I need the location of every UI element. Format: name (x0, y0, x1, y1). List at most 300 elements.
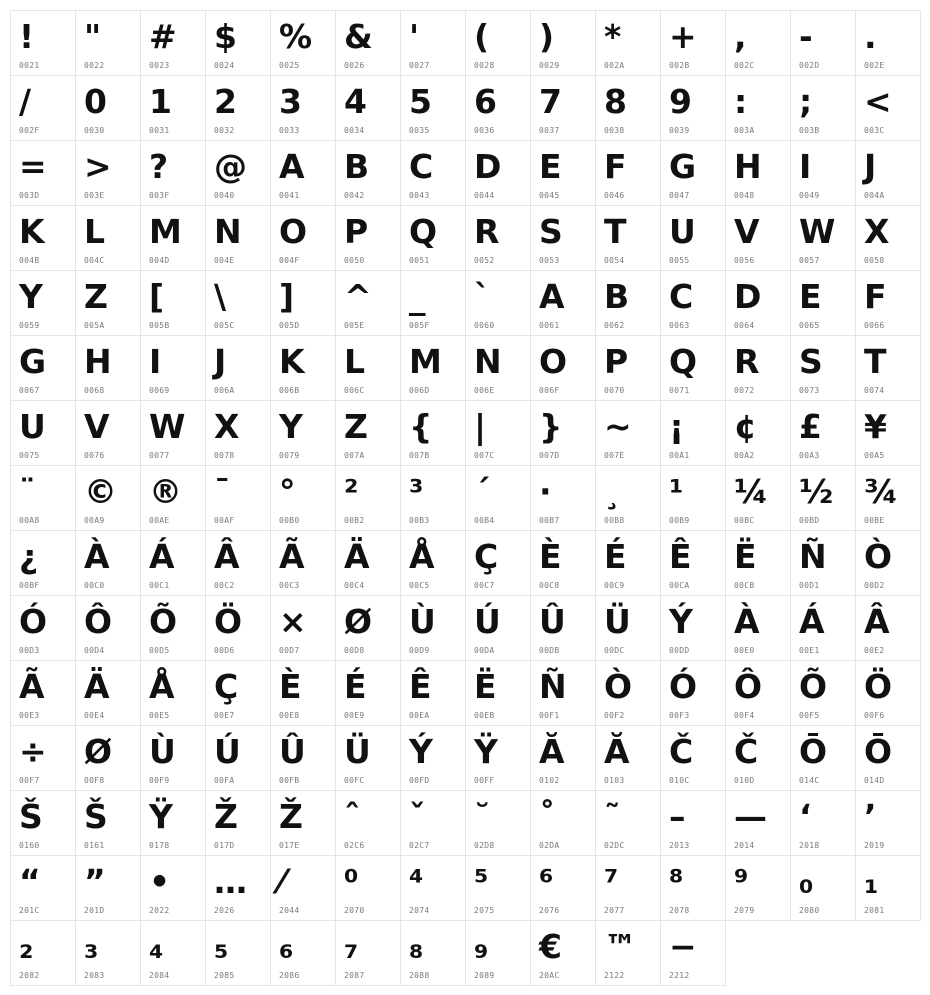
glyph-codepoint-label: 2083 (84, 971, 105, 980)
glyph-character: G (19, 342, 47, 381)
glyph-cell (10, 855, 76, 921)
glyph-cell (335, 400, 401, 466)
glyph-codepoint-label: 00D8 (344, 646, 365, 655)
glyph-codepoint-label: 004D (149, 256, 170, 265)
glyph-character: Č (734, 732, 759, 771)
glyph-codepoint-label: 003F (149, 191, 170, 200)
glyph-codepoint-label: 0063 (669, 321, 690, 330)
glyph-cell (140, 530, 206, 596)
glyph-cell (270, 530, 336, 596)
glyph-cell (270, 400, 336, 466)
glyph-character: H (734, 147, 762, 186)
glyph-cell (660, 855, 726, 921)
glyph-character: A (539, 277, 565, 316)
glyph-cell (530, 10, 596, 76)
glyph-character: ) (539, 17, 555, 56)
glyph-cell (400, 400, 466, 466)
glyph-character: 0 (84, 82, 107, 121)
glyph-character: · (539, 472, 552, 511)
glyph-character: Å (409, 537, 435, 576)
glyph-codepoint-label: 0023 (149, 61, 170, 70)
glyph-codepoint-label: 2022 (149, 906, 170, 915)
glyph-cell (595, 465, 661, 531)
glyph-cell (400, 725, 466, 791)
glyph-codepoint-label: 00B3 (409, 516, 430, 525)
glyph-cell (465, 855, 531, 921)
glyph-codepoint-label: 0160 (19, 841, 40, 850)
glyph-character: — (734, 797, 767, 836)
glyph-cell (660, 400, 726, 466)
glyph-codepoint-label: 0029 (539, 61, 560, 70)
glyph-character: Á (799, 602, 825, 641)
glyph-cell (725, 530, 791, 596)
glyph-codepoint-label: 0065 (799, 321, 820, 330)
glyph-codepoint-label: 0028 (474, 61, 495, 70)
glyph-character: “ (19, 862, 41, 901)
glyph-cell (75, 270, 141, 336)
glyph-codepoint-label: 0051 (409, 256, 430, 265)
glyph-character: Ç (474, 537, 499, 576)
glyph-codepoint-label: 0036 (474, 126, 495, 135)
glyph-character: ? (149, 147, 169, 186)
glyph-codepoint-label: 002B (669, 61, 690, 70)
glyph-character: A (279, 147, 305, 186)
glyph-cell (270, 75, 336, 141)
glyph-cell (855, 660, 921, 726)
glyph-cell (400, 595, 466, 661)
glyph-cell (400, 10, 466, 76)
glyph-character: Â (214, 537, 240, 576)
glyph-character: 6 (474, 82, 497, 121)
glyph-cell (400, 920, 466, 986)
glyph-character: Ñ (539, 667, 567, 706)
glyph-codepoint-label: 00A1 (669, 451, 690, 460)
glyph-character: / (19, 82, 32, 121)
glyph-cell (75, 205, 141, 271)
glyph-cell (790, 465, 856, 531)
glyph-cell (140, 75, 206, 141)
glyph-codepoint-label: 00E8 (279, 711, 300, 720)
glyph-cell (790, 270, 856, 336)
glyph-cell (205, 725, 271, 791)
glyph-character: P (344, 212, 369, 251)
glyph-codepoint-label: 003C (864, 126, 885, 135)
glyph-codepoint-label: 006C (344, 386, 365, 395)
glyph-codepoint-label: 0043 (409, 191, 430, 200)
glyph-codepoint-label: 0071 (669, 386, 690, 395)
glyph-character: J (214, 342, 227, 381)
glyph-character: 2 (214, 82, 237, 121)
glyph-codepoint-label: 201D (84, 906, 105, 915)
glyph-cell (855, 465, 921, 531)
glyph-character: Ý (409, 732, 433, 771)
glyph-codepoint-label: 0026 (344, 61, 365, 70)
glyph-character: $ (214, 17, 237, 56)
glyph-character: ₈ (409, 927, 424, 966)
glyph-codepoint-label: 2212 (669, 971, 690, 980)
glyph-character: ³ (409, 472, 424, 511)
glyph-cell (660, 205, 726, 271)
glyph-cell (660, 595, 726, 661)
glyph-codepoint-label: 0027 (409, 61, 430, 70)
glyph-character: K (19, 212, 45, 251)
glyph-codepoint-label: 2075 (474, 906, 495, 915)
glyph-character: Z (84, 277, 108, 316)
glyph-codepoint-label: 0045 (539, 191, 560, 200)
glyph-character: Ø (344, 602, 373, 641)
glyph-cell (335, 725, 401, 791)
glyph-codepoint-label: 0037 (539, 126, 560, 135)
glyph-character: Y (19, 277, 43, 316)
glyph-cell (205, 855, 271, 921)
glyph-codepoint-label: 00F2 (604, 711, 625, 720)
glyph-codepoint-label: 0066 (864, 321, 885, 330)
glyph-character: " (84, 17, 102, 56)
glyph-character: D (734, 277, 762, 316)
glyph-codepoint-label: 0075 (19, 451, 40, 460)
glyph-codepoint-label: 006E (474, 386, 495, 395)
glyph-codepoint-label: 010D (734, 776, 755, 785)
glyph-character: : (734, 82, 748, 121)
glyph-cell (335, 790, 401, 856)
glyph-character: Ý (669, 602, 693, 641)
glyph-character: S (539, 212, 563, 251)
glyph-cell (140, 595, 206, 661)
glyph-character: ” (84, 862, 106, 901)
glyph-cell (725, 465, 791, 531)
glyph-character: Ô (84, 602, 113, 641)
glyph-codepoint-label: 00F7 (19, 776, 40, 785)
glyph-character: B (344, 147, 370, 186)
glyph-character: ₅ (214, 927, 229, 966)
glyph-codepoint-label: 00C0 (84, 581, 105, 590)
glyph-character: Y (279, 407, 303, 446)
glyph-cell (725, 790, 791, 856)
glyph-character: ₉ (474, 927, 489, 966)
glyph-codepoint-label: 017E (279, 841, 300, 850)
glyph-codepoint-label: 2076 (539, 906, 560, 915)
glyph-codepoint-label: 00E1 (799, 646, 820, 655)
glyph-character: Q (669, 342, 698, 381)
glyph-character: Č (669, 732, 694, 771)
glyph-character: I (799, 147, 812, 186)
glyph-cell (205, 530, 271, 596)
glyph-codepoint-label: 0050 (344, 256, 365, 265)
glyph-cell (790, 10, 856, 76)
glyph-character: • (149, 862, 171, 901)
glyph-codepoint-label: 0046 (604, 191, 625, 200)
glyph-codepoint-label: 002D (799, 61, 820, 70)
glyph-character: Ü (604, 602, 631, 641)
glyph-cell (270, 660, 336, 726)
glyph-character: ⁰ (344, 862, 359, 901)
glyph-character: Ö (864, 667, 893, 706)
glyph-character: À (734, 602, 760, 641)
glyph-cell (465, 75, 531, 141)
glyph-cell (400, 270, 466, 336)
glyph-codepoint-label: 00E0 (734, 646, 755, 655)
glyph-cell (725, 660, 791, 726)
glyph-codepoint-label: 004E (214, 256, 235, 265)
glyph-character: ₂ (19, 927, 34, 966)
glyph-cell (10, 270, 76, 336)
glyph-character: @ (214, 147, 247, 186)
glyph-codepoint-label: 00E4 (84, 711, 105, 720)
glyph-codepoint-label: 00D7 (279, 646, 300, 655)
glyph-character: Ž (279, 797, 303, 836)
glyph-cell (790, 205, 856, 271)
glyph-character: € (539, 927, 562, 966)
glyph-character: Ž (214, 797, 238, 836)
glyph-character: ˇ (409, 797, 426, 836)
glyph-codepoint-label: 00C5 (409, 581, 430, 590)
glyph-codepoint-label: 00B9 (669, 516, 690, 525)
glyph-character: ⁹ (734, 862, 749, 901)
glyph-cell (400, 790, 466, 856)
glyph-codepoint-label: 00C8 (539, 581, 560, 590)
glyph-codepoint-label: 0055 (669, 256, 690, 265)
glyph-cell (790, 725, 856, 791)
glyph-character: Ô (734, 667, 763, 706)
glyph-character: ^ (344, 277, 372, 316)
glyph-character: ¿ (19, 537, 39, 576)
glyph-codepoint-label: 2122 (604, 971, 625, 980)
glyph-character: Q (409, 212, 438, 251)
glyph-cell (855, 335, 921, 401)
glyph-cell (855, 10, 921, 76)
glyph-cell (660, 335, 726, 401)
glyph-character: Ō (799, 732, 828, 771)
glyph-cell (400, 530, 466, 596)
glyph-cell (75, 75, 141, 141)
glyph-codepoint-label: 002A (604, 61, 625, 70)
glyph-cell (335, 920, 401, 986)
glyph-character: ‘ (799, 797, 812, 836)
glyph-cell (10, 140, 76, 206)
glyph-codepoint-label: 00DD (669, 646, 690, 655)
glyph-character: Ë (474, 667, 497, 706)
glyph-cell (465, 205, 531, 271)
glyph-codepoint-label: 0024 (214, 61, 235, 70)
glyph-codepoint-label: 2087 (344, 971, 365, 980)
glyph-codepoint-label: 0044 (474, 191, 495, 200)
glyph-cell (790, 75, 856, 141)
glyph-cell (595, 920, 661, 986)
glyph-codepoint-label: 0069 (149, 386, 170, 395)
glyph-character: Ñ (799, 537, 827, 576)
glyph-character: ¹ (669, 472, 684, 511)
glyph-character: Ÿ (149, 797, 173, 836)
glyph-codepoint-label: 00AF (214, 516, 235, 525)
glyph-codepoint-label: 00B8 (604, 516, 625, 525)
glyph-character: G (669, 147, 697, 186)
glyph-cell (725, 10, 791, 76)
glyph-character: Á (149, 537, 175, 576)
glyph-character: ¡ (669, 407, 685, 446)
glyph-codepoint-label: 0054 (604, 256, 625, 265)
glyph-codepoint-label: 0038 (604, 126, 625, 135)
glyph-cell (595, 530, 661, 596)
glyph-character: 8 (604, 82, 627, 121)
glyph-cell (595, 140, 661, 206)
glyph-codepoint-label: 00E5 (149, 711, 170, 720)
glyph-cell (660, 465, 726, 531)
glyph-codepoint-label: 00BE (864, 516, 885, 525)
glyph-cell (140, 205, 206, 271)
glyph-character: T (604, 212, 627, 251)
glyph-cell (270, 10, 336, 76)
glyph-character: – (669, 797, 686, 836)
glyph-character: M (409, 342, 442, 381)
glyph-codepoint-label: 00E2 (864, 646, 885, 655)
glyph-codepoint-label: 2079 (734, 906, 755, 915)
glyph-codepoint-label: 00F5 (799, 711, 820, 720)
glyph-character: U (669, 212, 696, 251)
glyph-cell (140, 920, 206, 986)
glyph-character: ¢ (734, 407, 757, 446)
glyph-cell (595, 725, 661, 791)
glyph-character: Ó (669, 667, 698, 706)
glyph-cell (790, 530, 856, 596)
glyph-cell (270, 205, 336, 271)
glyph-codepoint-label: 0049 (799, 191, 820, 200)
glyph-codepoint-label: 0053 (539, 256, 560, 265)
glyph-cell (530, 205, 596, 271)
glyph-character: > (84, 147, 112, 186)
glyph-cell (790, 790, 856, 856)
glyph-cell (335, 465, 401, 531)
glyph-cell (660, 140, 726, 206)
glyph-cell (855, 400, 921, 466)
glyph-cell (725, 595, 791, 661)
glyph-character: Ú (474, 602, 501, 641)
glyph-codepoint-label: 00DC (604, 646, 625, 655)
glyph-codepoint-label: 00AE (149, 516, 170, 525)
glyph-codepoint-label: 2082 (19, 971, 40, 980)
glyph-character: F (864, 277, 887, 316)
glyph-cell (270, 140, 336, 206)
glyph-cell (140, 140, 206, 206)
glyph-cell (855, 855, 921, 921)
glyph-codepoint-label: 0060 (474, 321, 495, 330)
glyph-character: ₇ (344, 927, 359, 966)
glyph-character: Û (539, 602, 566, 641)
glyph-character: ⁄ (279, 862, 285, 901)
glyph-character: © (84, 472, 117, 511)
glyph-codepoint-label: 00E3 (19, 711, 40, 720)
glyph-character: Õ (799, 667, 828, 706)
glyph-character: R (474, 212, 500, 251)
glyph-character: ¥ (864, 407, 887, 446)
glyph-character: ™ (604, 927, 637, 966)
glyph-codepoint-label: 00EA (409, 711, 430, 720)
glyph-character: N (214, 212, 242, 251)
glyph-codepoint-label: 2074 (409, 906, 430, 915)
glyph-codepoint-label: 2086 (279, 971, 300, 980)
glyph-codepoint-label: 00A8 (19, 516, 40, 525)
glyph-cell (465, 920, 531, 986)
glyph-cell (725, 335, 791, 401)
glyph-codepoint-label: 00E9 (344, 711, 365, 720)
glyph-cell (10, 205, 76, 271)
glyph-codepoint-label: 02DA (539, 841, 560, 850)
glyph-character: L (344, 342, 366, 381)
glyph-codepoint-label: 0041 (279, 191, 300, 200)
glyph-codepoint-label: 003A (734, 126, 755, 135)
glyph-character: Ō (864, 732, 893, 771)
glyph-codepoint-label: 00C2 (214, 581, 235, 590)
glyph-codepoint-label: 00D1 (799, 581, 820, 590)
glyph-character: Ã (19, 667, 45, 706)
glyph-codepoint-label: 0103 (604, 776, 625, 785)
glyph-character: J (864, 147, 877, 186)
glyph-codepoint-label: 007D (539, 451, 560, 460)
glyph-codepoint-label: 006A (214, 386, 235, 395)
glyph-codepoint-label: 007E (604, 451, 625, 460)
glyph-cell (400, 335, 466, 401)
glyph-cell (725, 270, 791, 336)
glyph-cell (855, 530, 921, 596)
glyph-character: K (279, 342, 305, 381)
glyph-cell (335, 270, 401, 336)
glyph-cell (530, 855, 596, 921)
glyph-cell (660, 725, 726, 791)
glyph-character: Š (84, 797, 108, 836)
glyph-codepoint-label: 00FA (214, 776, 235, 785)
glyph-codepoint-label: 00F6 (864, 711, 885, 720)
glyph-character: Â (864, 602, 890, 641)
glyph-character: X (214, 407, 240, 446)
glyph-character: Û (279, 732, 306, 771)
glyph-cell (595, 660, 661, 726)
glyph-character: E (539, 147, 562, 186)
glyph-cell (530, 660, 596, 726)
glyph-codepoint-label: 0033 (279, 126, 300, 135)
glyph-codepoint-label: 00BF (19, 581, 40, 590)
glyph-codepoint-label: 0040 (214, 191, 235, 200)
glyph-codepoint-label: 00A5 (864, 451, 885, 460)
glyph-codepoint-label: 2013 (669, 841, 690, 850)
glyph-cell (855, 140, 921, 206)
glyph-codepoint-label: 003B (799, 126, 820, 135)
glyph-character: H (84, 342, 112, 381)
glyph-character: ’ (864, 797, 877, 836)
glyph-codepoint-label: 2019 (864, 841, 885, 850)
glyph-character: ₃ (84, 927, 99, 966)
glyph-cell (465, 400, 531, 466)
glyph-codepoint-label: 2026 (214, 906, 235, 915)
glyph-codepoint-label: 00CA (669, 581, 690, 590)
glyph-codepoint-label: 02C7 (409, 841, 430, 850)
glyph-cell (10, 660, 76, 726)
glyph-codepoint-label: 0067 (19, 386, 40, 395)
glyph-codepoint-label: 2084 (149, 971, 170, 980)
glyph-character: ! (19, 17, 35, 56)
glyph-character: ° (279, 472, 296, 511)
glyph-codepoint-label: 20AC (539, 971, 560, 980)
glyph-character: \ (214, 277, 227, 316)
glyph-cell (790, 335, 856, 401)
glyph-cell (400, 660, 466, 726)
glyph-cell (140, 400, 206, 466)
glyph-codepoint-label: 004C (84, 256, 105, 265)
glyph-cell (10, 335, 76, 401)
glyph-cell (855, 595, 921, 661)
glyph-codepoint-label: 00DB (539, 646, 560, 655)
glyph-character: ¾ (864, 472, 899, 511)
glyph-cell (75, 660, 141, 726)
glyph-codepoint-label: 002F (19, 126, 40, 135)
